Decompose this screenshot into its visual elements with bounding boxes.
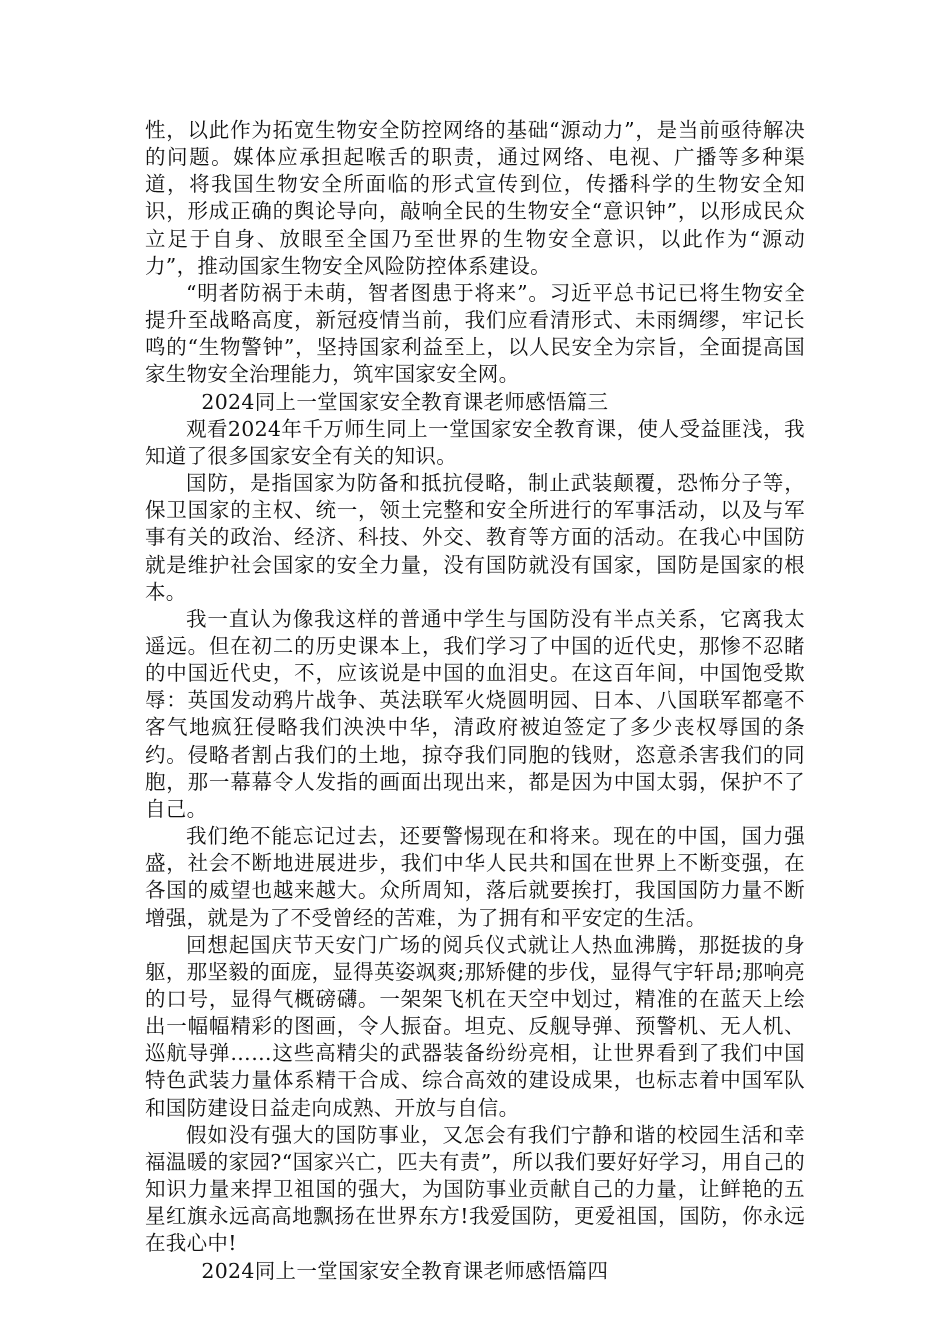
paragraph-continuation: 性，以此作为拓宽生物安全防控网络的基础“源动力”，是当前亟待解决的问题。媒体应承担起喉舌的职责，通过网络、电视、广播等多种渠道，将我国生物安全所面临的形式宣传到位，传播科学的生物安全知识，形成正确的舆论导向，敲响全民的生物安全“意识钟”，以形成民众立足于自身、放眼至全国乃至世界的生物安全意识，以此作为“源动力”，推动国家生物安全风险防控体系建设。 bbox=[145, 118, 805, 278]
paragraph: 我们绝不能忘记过去，还要警惕现在和将来。现在的中国，国力强盛，社会不断地进展进步，我们中华人民共和国在世界上不断变强，在各国的威望也越来越大。众所周知，落后就要挨打，我国国防力量不断增强，就是为了不受曾经的苦难，为了拥有和平安定的生活。 bbox=[145, 824, 805, 930]
document-page bbox=[145, 117, 805, 1285]
paragraph: 国防，是指国家为防备和抵抗侵略，制止武装颠覆，恐怖分子等，保卫国家的主权、统一，领土完整和安全所进行的军事活动，以及与军事有关的政治、经济、科技、外交、教育等方面的活动。在我心中国防就是维护社会国家的安全力量，没有国防就没有国家，国防是国家的根本。 bbox=[145, 471, 805, 604]
section-heading: 2024同上一堂国家安全教育课老师感悟篇四 bbox=[201, 1258, 609, 1283]
paragraph: 回想起国庆节天安门广场的阅兵仪式就让人热血沸腾，那挺拔的身躯，那坚毅的面庞，显得英姿飒爽;那矫健的步伐，显得气宇轩昂;那响亮的口号，显得气概磅礴。一架架飞机在天空中划过，精准的在蓝天上绘出一幅幅精彩的图画，令人振奋。坦克、反舰导弹、预警机、无人机、巡航导弹……这些高精尖的武器装备纷纷亮相，让世界看到了我们中国特色武装力量体系精干合成、综合高效的建设成果，也标志着中国军队和国防建设日益走向成熟、开放与自信。 bbox=[145, 932, 805, 1120]
paragraph: 我一直认为像我这样的普通中学生与国防没有半点关系，它离我太遥远。但在初二的历史课本上，我们学习了中国的近代史，那惨不忍睹的中国近代史，不，应该说是中国的血泪史。在这百年间，中国饱受欺辱：英国发动鸦片战争、英法联军火烧圆明园、日本、八国联军都毫不客气地疯狂侵略我们泱泱中华，清政府被迫签定了多少丧权辱国的条约。侵略者割占我们的土地，掠夺我们同胞的钱财，恣意杀害我们的同胞，那一幕幕令人发指的画面出现出来，都是因为中国太弱，保护不了自己。 bbox=[145, 606, 805, 821]
paragraph: “明者防祸于未萌，智者图患于将来”。习近平总书记已将生物安全提升至战略高度，新冠疫情当前，我们应看清形式、未雨绸缪，牢记长鸣的“生物警钟”，坚持国家利益至上，以人民安全为宗旨，全面提高国家生物安全治理能力，筑牢国家安全网。 bbox=[145, 280, 805, 387]
paragraph: 观看2024年千万师生同上一堂国家安全教育课，使人受益匪浅，我知道了很多国家安全有关的知识。 bbox=[145, 416, 805, 468]
section-heading: 2024同上一堂国家安全教育课老师感悟篇三 bbox=[201, 389, 609, 414]
paragraph: 假如没有强大的国防事业，又怎会有我们宁静和谐的校园生活和幸福温暖的家园?“国家兴亡，匹夫有责”，所以我们要好好学习，用自己的知识力量来捍卫祖国的强大，为国防事业贡献自己的力量，让鲜艳的五星红旗永远高高地飘扬在世界东方!我爱国防，更爱祖国，国防，你永远在我心中! bbox=[145, 1122, 805, 1256]
